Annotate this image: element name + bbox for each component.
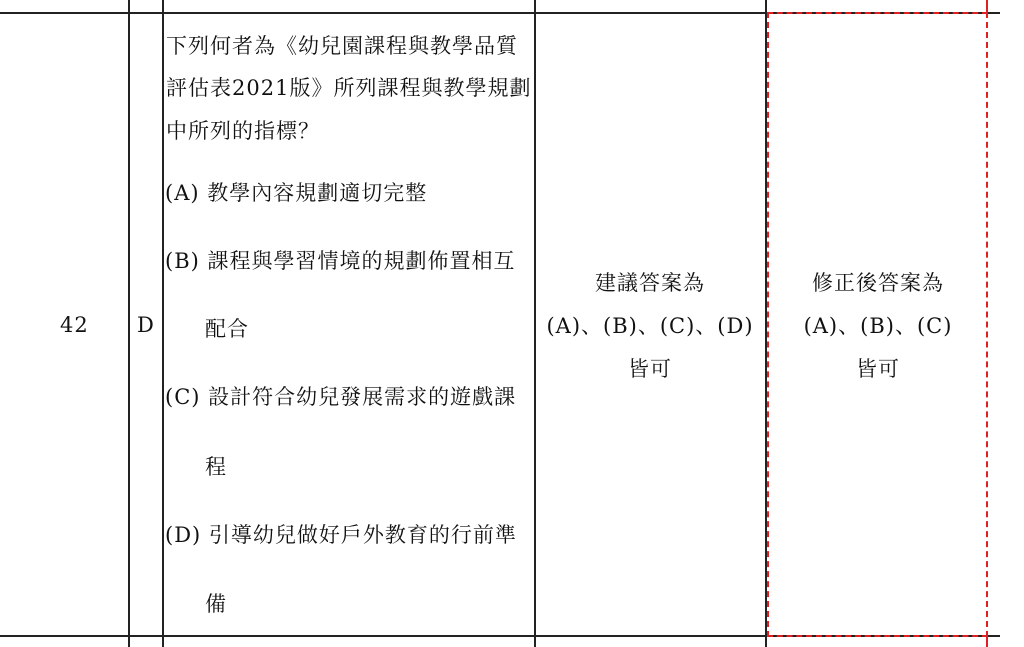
- option-c-label: (C): [165, 385, 201, 409]
- option-a: [165, 177, 427, 207]
- question-line-2: 評估表2021版》所列課程與教學規劃: [166, 76, 532, 100]
- correction-cell: [763, 262, 993, 391]
- suggestion-line-3: 皆可: [628, 357, 672, 381]
- original-answer: D: [137, 313, 155, 337]
- highlight-tick-top: [986, 0, 988, 14]
- question-line-3: 中所列的指標？: [166, 119, 320, 143]
- option-a-text: 教學內容規劃適切完整: [207, 181, 428, 205]
- suggestion-line-2: (A)、(B)、(C)、(D): [546, 314, 754, 338]
- correction-line-3: 皆可: [856, 357, 900, 381]
- option-d: [165, 519, 517, 549]
- correction-line-1: 修正後答案為: [812, 271, 944, 295]
- correction-line-2: (A)、(B)、(C): [803, 314, 953, 338]
- column-divider-1: [128, 0, 130, 647]
- option-d-label: (D): [165, 523, 202, 547]
- option-d-text-cont: 備: [205, 592, 227, 616]
- option-c-text: 設計符合幼兒發展需求的遊戲課: [208, 385, 517, 409]
- question-line-1: 下列何者為《幼兒園課程與教學品質: [166, 34, 518, 58]
- option-c-text-cont: 程: [205, 455, 227, 479]
- column-divider-2: [162, 0, 164, 647]
- option-b-text-cont: 配合: [205, 317, 249, 341]
- option-d-text: 引導幼兒做好戶外教育的行前準: [208, 523, 517, 547]
- option-b-label: (B): [165, 249, 200, 273]
- suggestion-cell: [535, 262, 765, 391]
- option-b-text: 課程與學習情境的規劃佈置相互: [207, 249, 516, 273]
- option-a-label: (A): [165, 181, 200, 205]
- highlight-tick-bottom: [986, 635, 988, 647]
- question-number: 42: [60, 313, 89, 337]
- option-b: [165, 245, 516, 275]
- suggestion-line-1: 建議答案為: [595, 271, 705, 295]
- option-c: [165, 381, 516, 411]
